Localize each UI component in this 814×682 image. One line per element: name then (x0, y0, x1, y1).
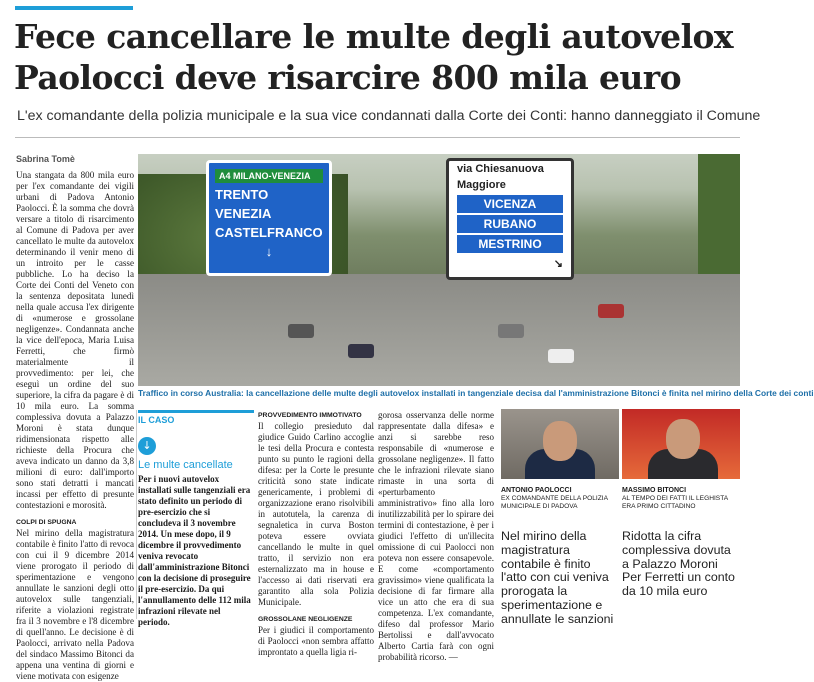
portrait-face (543, 421, 577, 461)
pull-quote-1: Nel mirino della magistratura contabile è finito l'atto con cui veniva prorogata la sperimentazione e annullate le sanzioni (501, 529, 614, 626)
arrow-down-icon: ↓ (138, 437, 156, 455)
photo-car (498, 324, 524, 338)
headline-line-1: Fece cancellare le multe degli autovelox (14, 17, 733, 56)
photo-car (548, 349, 574, 363)
photo-car (598, 304, 624, 318)
sign-destination: VICENZA (457, 195, 563, 213)
sidebar-body: Per i nuovi autovelox installati sulle tangenziali era stato definito un periodo di pre-esercizio che si concludeva il 3 novembre 2014. Un mese dopo, il 9 dicembre il provvedimento veniva revocato dall'amministrazione Bitonci con la decisione di proseguire il pre-esercizio. Da qui l'annullamento delle 112 mila infrazioni rilevate nel periodo. (138, 474, 251, 627)
author-byline: Sabrina Tomè (16, 154, 75, 164)
photo-road (138, 274, 740, 386)
arrow-down-icon: ↓ (265, 244, 273, 259)
caption-paolocci (501, 487, 619, 511)
article-column-4 (378, 410, 494, 663)
road-sign-vicenza (446, 158, 574, 280)
person-role: EX COMANDANTE DELLA POLIZIA MUNICIPALE DI PADOVA (501, 495, 608, 510)
caption-bitonci (622, 487, 740, 511)
person-name: ANTONIO PAOLOCCI (501, 487, 572, 494)
person-name: MASSIMO BITONCI (622, 487, 687, 494)
subtitle: L'ex comandante della polizia municipale e la sua vice condannati dalla Corte dei Conti: hanno danneggiato il Comune (17, 108, 761, 124)
sidebar-tag: IL CASO (138, 410, 254, 425)
sidebar-heading: Le multe cancellate (138, 459, 233, 471)
article-body-continued: Nel mirino della magistratura contabile è finito l'atto di revoca con cui il 9 dicembre 2014 viene prorogato il periodo di sperimentazione e vengono annullate le sanzioni degli otto autovelox sulle tangenziali, riferite a violazioni registrate fra il 3 novembre e l'8 dicembre di quell'anno. Le decisione è di Paolocci, arrivato nella Padova del sindaco Massimo Bitonci da appena una ventina di giorni e viene motivata con esigenze (16, 528, 134, 681)
article-column-3 (258, 410, 374, 658)
section-accent-bar (15, 6, 133, 10)
article-body: Una stangata da 800 mila euro per l'ex comandante dei vigili urbani di Padova Antonio Paolocci. È la somma che dovrà versare a titolo di risarcimento al Comune di Padova per aver cancellato le multe da autovelox determinando il venir meno di un introito per le casse pubbliche. Lo ha deciso la Corte dei Conti del Veneto con la sentenza depositata lunedì nella quale accusa l'ex dirigente di «numerose e grossolane negligenze». Condannata anche la vice dell'epoca, Maria Luisa Ferretti, che firmò materialmente il provvedimento: per lei, che eseguì un ordine del suo superiore, la cifra da pagare è di 10 mila euro. La somma complessiva dovuta a Palazzo Moroni è stata dunque ridimensionata rispetto alle richieste della Procura che aveva indicato un danno da 3,8 milioni di euro: dall'importo sono stati detratti i mancati incassi per effetto di presunte contestazioni e morosità. (16, 170, 134, 510)
divider (15, 137, 740, 138)
headline-line-2: Paolocci deve risarcire 800 mila euro (14, 58, 681, 97)
road-sign-milano-venezia (206, 160, 332, 276)
portrait-face (666, 419, 700, 459)
photo-car (348, 344, 374, 358)
column-divider (136, 410, 137, 619)
sign-street: via Chiesanuova (457, 163, 544, 175)
section-kicker: GROSSOLANE NEGLIGENZE (258, 616, 353, 623)
person-role: AL TEMPO DEI FATTI IL LEGHISTA ERA PRIMO CITTADINO (622, 495, 728, 510)
pull-quote-2: Ridotta la cifra complessiva dovuta a Palazzo Moroni Per Ferretti un conto da 10 mila euro (622, 529, 735, 599)
article-column-1 (16, 170, 134, 682)
sign-street: Maggiore (457, 179, 506, 191)
sidebar-il-caso (138, 410, 254, 628)
sign-motorway-label: A4 MILANO-VENEZIA (215, 169, 323, 183)
photo-car (288, 324, 314, 338)
sign-destination: CASTELFRANCO (215, 225, 323, 240)
sign-destination: MESTRINO (457, 235, 563, 253)
section-kicker: PROVVEDIMENTO IMMOTIVATO (258, 412, 362, 419)
article-body-continued: Per i giudici il comportamento di Paolocci «non sembra affatto improntato a quella ligia ri- (258, 625, 374, 657)
sign-destination: TRENTO (215, 187, 269, 202)
section-kicker: COLPI DI SPUGNA (16, 519, 77, 526)
arrow-down-right-icon: ↘ (553, 258, 563, 270)
headline (14, 16, 739, 98)
portrait-paolocci (501, 409, 619, 479)
article-body: gorosa osservanza delle norme rappresentate dalla difesa» e anzi si sarebbe reso responsabile di «numerose e grossolane negligenze». Il fatto che le infrazioni rilevate siano rimaste in una sorta di «perturbamento amministrativo» fino alla loro inutilizzabilità per lo spirare dei termini di contestazione, è per i giudici l'effetto di un'illecita omissione di cui Paolocci non poteva non essere consapevole. E come «comportamento gravissimo» viene qualificata la decisione di far firmare alla vice un atto che era di sua competenza. L'ex comandante, difeso dal professor Mario Bertolissi e dall'avvocato Alberto Cartia farà con ogni probabilità ricorso. — (378, 410, 494, 662)
article-body: Il collegio presieduto dal giudice Guido Carlino accoglie le tesi della Procura e contesta punto su punto le ragioni della difesa: per la Corte le presunte criticità sono state indicate genericamente, i problemi di organizzazione erano risolvibili in autotutela, la carenza di segnaletica in curva Boston poteva essere ovviata cancellando le multe in quel tratto, il servizio non era esternalizzato ma in house e l'accesso ai dati riservati era garantito alla sola Polizia Municipale. (258, 421, 374, 607)
sign-destination: VENEZIA (215, 206, 272, 221)
portrait-bitonci (622, 409, 740, 479)
traffic-photo (138, 154, 740, 386)
sign-destination: RUBANO (457, 215, 563, 233)
photo-caption: Traffico in corso Australia: la cancellazione delle multe degli autovelox installati in tangenziale decisa dal l'amministrazione Bitonci è finita nel mirino della Corte dei conti (138, 388, 814, 398)
